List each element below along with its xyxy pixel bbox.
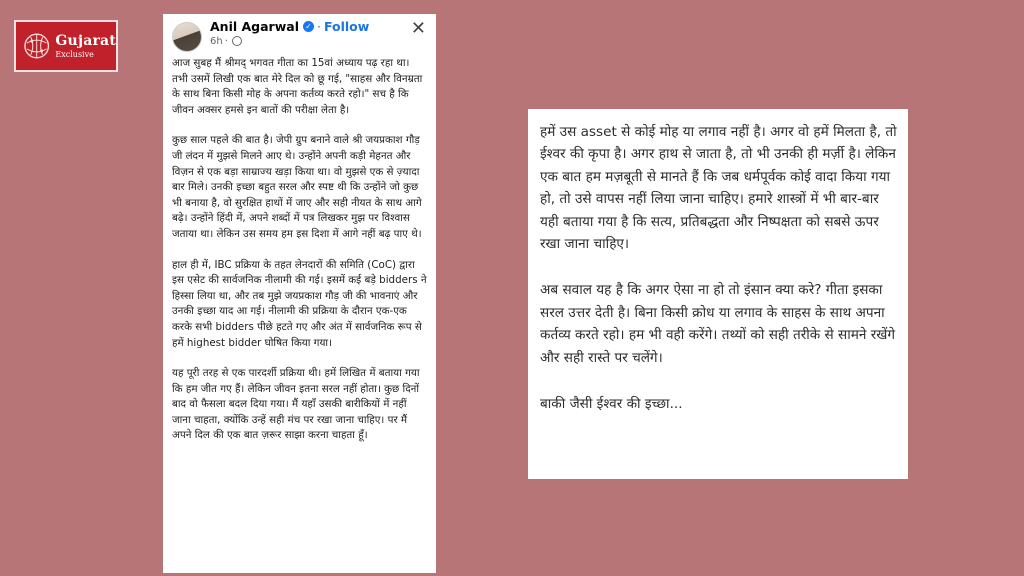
post-paragraph: हाल ही में, IBC प्रक्रिया के तहत लेनदारों की समिति (CoC) द्वारा इस एसेट की सार्वजनिक नीलामी की गई। इसमें कई बड़े bidders ने हिस्सा लिया था, और तब मुझे जयप्रकाश गौड़ जी की भावनाएं और उनकी इच्छा याद आ गई। नीलामी की प्रक्रिया के दौरान एक-एक करके सभी bidders पीछे हटते गए और अंत में सार्वजनिक रूप से हमें highest bidder घोषित किया गया। bbox=[172, 258, 427, 349]
avatar[interactable] bbox=[172, 22, 202, 52]
post-body bbox=[172, 56, 428, 444]
quote-card bbox=[528, 109, 908, 479]
quote-paragraph: अब सवाल यह है कि अगर ऐसा ना हो तो इंसान क्या करे? गीता इसका सरल उत्तर देती है। बिना किसी क्रोध या लगाव के साहस के साथ अपना कर्तव्य करते रहो। हम भी वही करेंगे। तथ्यों को सही तरीके से सामने रखेंगे और सही रास्ते पर चलेंगे। bbox=[540, 282, 896, 366]
facebook-post bbox=[163, 14, 436, 573]
gujarat-exclusive-logo bbox=[14, 20, 118, 72]
close-icon[interactable]: ✕ bbox=[410, 18, 426, 39]
separator-dot: · bbox=[316, 19, 321, 34]
verified-badge-icon: ✓ bbox=[303, 21, 314, 32]
quote-paragraph: बाकी जैसी ईश्वर की इच्छा... bbox=[540, 396, 683, 413]
logo-subtitle: Exclusive bbox=[55, 49, 94, 59]
follow-button[interactable]: Follow bbox=[323, 19, 370, 34]
author-name[interactable]: Anil Agarwal bbox=[210, 19, 299, 34]
globe-icon bbox=[232, 36, 242, 46]
logo-title: Gujarat bbox=[55, 32, 116, 49]
post-paragraph: आज सुबह मैं श्रीमद् भगवत गीता का 15वां अध्याय पढ़ रहा था। तभी उसमें लिखी एक बात मेरे दिल को छू गई, "साहस और विनम्रता के साथ बिना किसी मोह के अपना कर्तव्य करते रहो।" सच है कि जीवन अक्सर हमसे इन बातों की परीक्षा लेता है। bbox=[172, 57, 423, 116]
post-paragraph: कुछ साल पहले की बात है। जेपी ग्रुप बनाने वाले श्री जयप्रकाश गौड़ जी लंदन में मुझसे मिलने आए थे। उन्होंने अपनी कड़ी मेहनत और विज़न से एक बड़ा साम्राज्य खड़ा किया था। वो मुझसे एक से ज़्यादा बार मिले। उनकी इच्छा बहुत सरल और स्पष्ट थी कि उन्होंने जो कुछ भी बनाया है, वो सुरक्षित हाथों में जाए और सही नीयत के साथ आगे बढ़े। उन्होंने हिंदी में, अपने शब्दों में पत्र लिखकर मुझ पर विश्वास जताया था। लेकिन उस समय हम इस दिशा में आगे नहीं बढ़ पाए थे। bbox=[172, 134, 422, 240]
post-header bbox=[172, 20, 428, 56]
separator-dot: · bbox=[224, 35, 228, 47]
post-time[interactable]: 6h bbox=[210, 35, 223, 47]
quote-paragraph: हमें उस asset से कोई मोह या लगाव नहीं है। अगर वो हमें मिलता है, तो ईश्वर की कृपा है। अगर हाथ से जाता है, तो भी उनकी ही मर्ज़ी है। लेकिन एक बात हम मज़बूती से मानते हैं कि जब धर्मपूर्वक कोई वादा किया गया हो, तो उसे वापस नहीं लिया जाना चाहिए। हमारे शास्त्रों में भी बार-बार यही बताया गया है कि सत्य, प्रतिबद्धता और निष्पक्षता को सबसे ऊपर रखा जाना चाहिए। bbox=[540, 124, 897, 253]
post-paragraph: यह पूरी तरह से एक पारदर्शी प्रक्रिया थी। हमें लिखित में बताया गया कि हम जीत गए हैं। लेकिन जीवन इतना सरल नहीं होता। कुछ दिनों बाद वो फैसला बदल दिया गया। मैं यहाँ उसकी बारीकियों में नहीं जाना चाहता, क्योंकि उन्हें सही मंच पर रखा जाना चाहिए। पर मैं अपने दिल की एक बात ज़रूर साझा करना चाहता हूँ। bbox=[172, 367, 420, 442]
globe-logo-icon bbox=[22, 31, 51, 61]
